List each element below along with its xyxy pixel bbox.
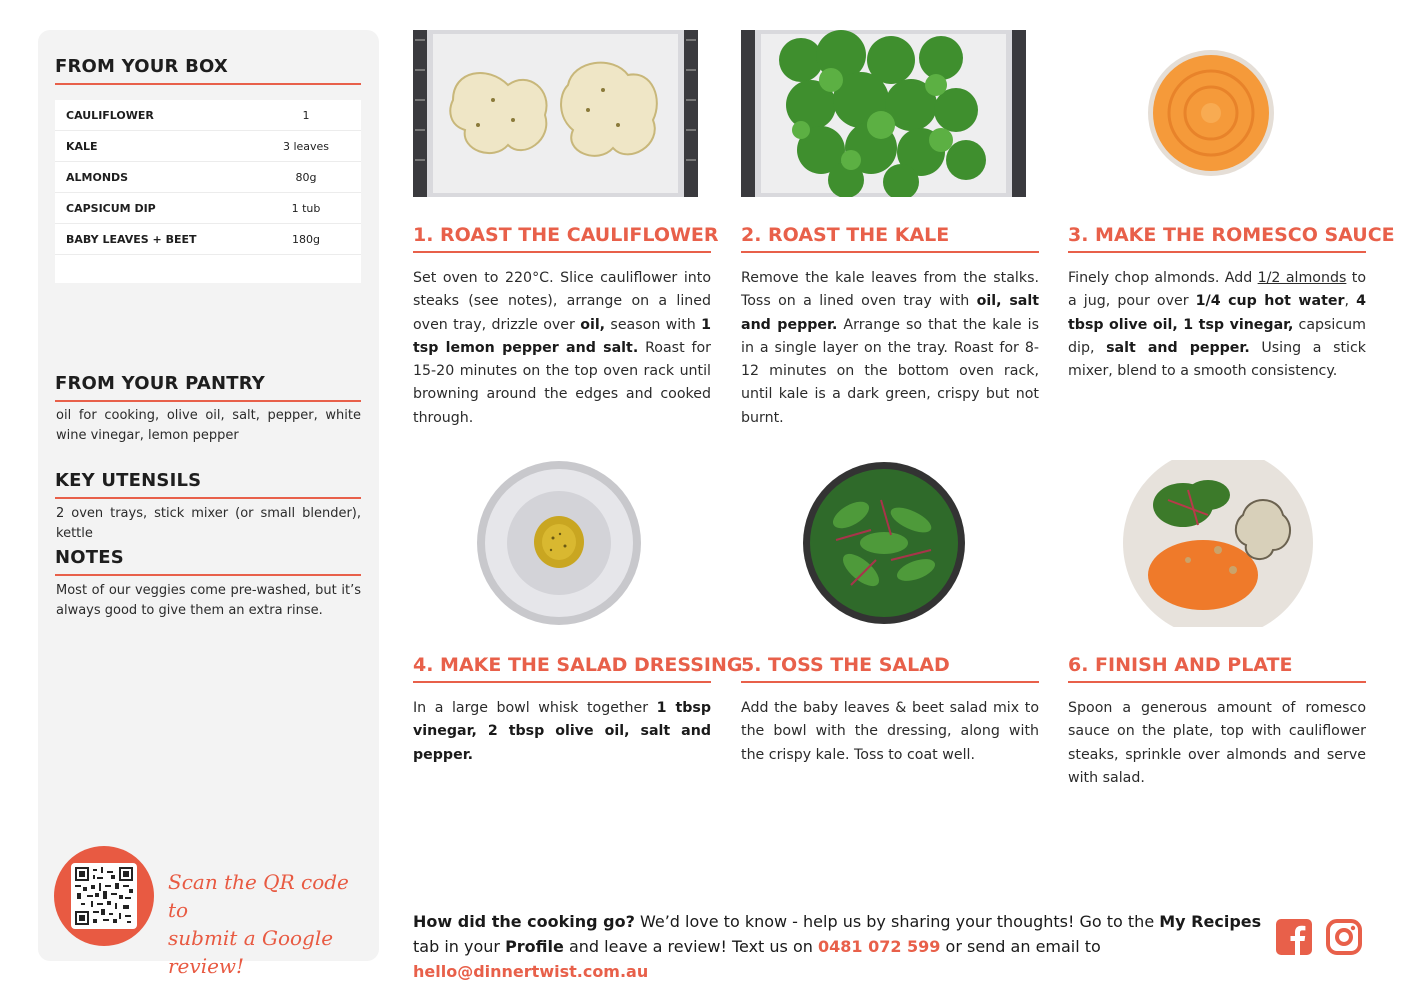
review-question: How did the cooking go? [413,912,635,931]
finished-plate-image [1068,460,1353,627]
utensils-title: KEY UTENSILS [55,470,361,499]
table-row [55,162,361,193]
ingredient-name: CAULIFLOWER [66,108,154,122]
ingredient-name: CAPSICUM DIP [66,201,156,215]
table-row [55,131,361,162]
step-text: Finely chop almonds. Add [1068,270,1258,286]
step-3-instructions [1068,267,1366,383]
step-text: , [1344,293,1357,310]
step-text-underline: 1/2 almonds [1257,270,1347,286]
step-text: In a large bowl whisk together [413,700,657,716]
ingredient-name: ALMONDS [66,170,129,184]
review-text: or send an email to [940,937,1101,956]
table-row [55,224,361,255]
step-text: Remove the kale leaves from the stalks. Toss on a lined oven tray with [741,270,1039,310]
facebook-icon[interactable] [1275,918,1313,956]
review-text: and leave a review! Text us on [563,937,818,956]
ingredient-name: BABY LEAVES + BEET [66,232,197,246]
step-1-title: 1. ROAST THE CAULIFLOWER [413,224,711,253]
step-6-instructions [1068,697,1366,790]
ingredient-qty: 180g [292,232,320,246]
step-4-instructions [413,697,711,767]
roasted-cauliflower-image [413,30,698,197]
qr-caption-line: Scan the QR code to [168,870,349,922]
step-text-bold: 1/4 cup hot water [1195,293,1345,310]
notes-text: Most of our veggies come pre-washed, but it’s always good to give them an extra rinse. [56,583,361,618]
qr-badge[interactable] [54,846,154,946]
instagram-icon[interactable] [1325,918,1363,956]
qr-caption [168,868,368,980]
step-text: Arrange so that the kale is in a single layer on the tray. Roast for 8-12 minutes on the bottom oven rack, until kale is a dark green, crispy but not burnt. [741,316,1039,426]
review-text: We’d love to know - help us by sharing your thoughts! Go to the [634,912,1160,931]
profile-label: Profile [505,937,564,956]
step-text-bold: salt and pepper. [1106,339,1250,356]
ingredient-qty: 1 [302,108,310,122]
step-text: Spoon a generous amount of romesco sauce on the plate, top with cauliflower steaks, sprinkle over almonds and serve with salad. [1068,700,1366,786]
toss-salad-image [741,460,1026,627]
salad-dressing-image [413,460,698,627]
email-link[interactable]: hello@dinnertwist.com.au [413,962,649,981]
romesco-sauce-image [1068,30,1353,197]
step-text: Using a stick mixer, blend to a smooth consistency. [1068,339,1366,380]
qr-code-icon[interactable] [71,863,137,929]
step-6-title: 6. FINISH AND PLATE [1068,654,1366,683]
pantry-text: oil for cooking, olive oil, salt, pepper, white wine vinegar, lemon pepper [56,408,361,443]
step-text: to a jug, pour over [1068,270,1366,310]
step-text-bold: oil, salt and pepper. [741,293,1039,333]
utensils-text: 2 oven trays, stick mixer (or small blender), kettle [56,506,361,541]
step-text-bold: oil, [580,316,606,333]
step-5-title: 5. TOSS THE SALAD [741,654,1039,683]
step-3-title: 3. MAKE THE ROMESCO SAUCE [1068,224,1366,253]
step-text-bold: 4 tbsp olive oil, 1 tsp vinegar, [1068,293,1366,333]
from-box-title: FROM YOUR BOX [55,56,361,85]
review-text: tab in your [413,937,506,956]
step-text: season with [605,316,702,333]
step-2-title: 2. ROAST THE KALE [741,224,1039,253]
step-text-bold: 1 tsp lemon pepper and salt. [413,316,711,356]
step-text: Add the baby leaves & beet salad mix to the bowl with the dressing, along with the crispy kale. Toss to coat well. [741,700,1039,763]
ingredient-name: KALE [66,139,98,153]
pantry-title: FROM YOUR PANTRY [55,373,361,402]
qr-caption-line: submit a Google review! [168,926,334,978]
ingredients-sidebar [38,30,379,978]
table-row [55,100,361,131]
step-text: capsicum dip, [1068,316,1366,356]
step-1-instructions [413,267,711,430]
kale-image [741,30,1026,197]
ingredient-qty: 3 leaves [282,139,330,153]
box-ingredients-table [55,100,361,283]
phone-link[interactable]: 0481 072 599 [817,937,941,956]
step-4-title: 4. MAKE THE SALAD DRESSING [413,654,711,683]
notes-title: NOTES [55,547,361,576]
step-text: Roast for 15-20 minutes on the top oven rack until browning around the edges and cooked through. [413,339,711,426]
my-recipes-tab: My Recipes [1159,912,1262,931]
ingredient-qty: 80g [295,170,317,184]
ingredient-qty: 1 tub [291,201,321,215]
step-2-instructions [741,267,1039,430]
step-5-instructions [741,697,1039,767]
table-row [55,193,361,224]
step-text: Set oven to 220°C. Slice cauliflower into steaks (see notes), arrange on a lined oven tray, drizzle over [413,270,711,333]
review-prompt [413,909,1263,984]
step-text-bold: 1 tbsp vinegar, 2 tbsp olive oil, salt and pepper. [413,700,711,763]
